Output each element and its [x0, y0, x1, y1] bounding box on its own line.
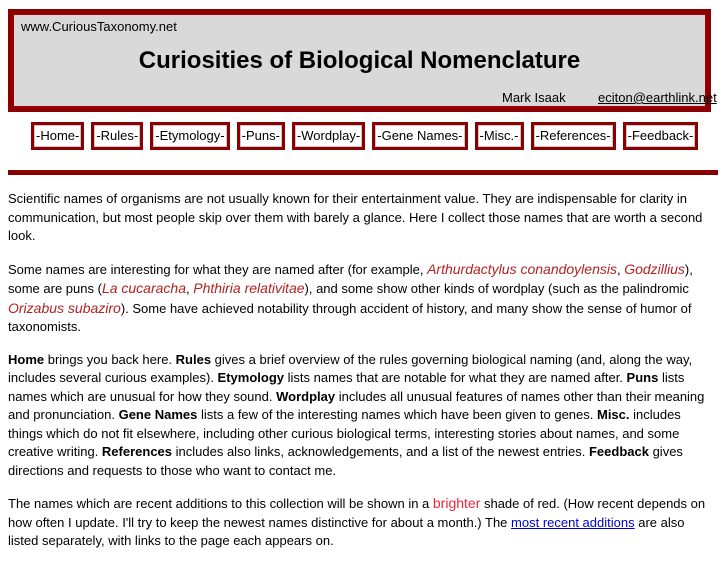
text-span: ). Some have achieved notability through accident of history, and many show the sense of humor of taxonomists.	[8, 300, 692, 334]
section-feedback-label: Feedback	[588, 444, 649, 459]
site-url: www.CuriousTaxonomy.net	[21, 19, 177, 34]
main-content	[8, 190, 718, 565]
intro-paragraph	[8, 190, 718, 246]
examples-paragraph	[8, 260, 718, 337]
text-span: gives directions and requests to those who want to contact me.	[8, 444, 683, 478]
nav-rules[interactable]: -Rules-	[91, 122, 143, 150]
text-span: ,	[186, 281, 194, 296]
text-span: includes also links, acknowledgements, and a list of the newest entries.	[172, 444, 589, 459]
section-rules-label: Rules	[175, 351, 212, 367]
section-gene-names-label: Gene Names	[118, 407, 198, 422]
email-link[interactable]: eciton@earthlink.net	[598, 90, 717, 105]
text-span: brings you back here.	[44, 351, 176, 367]
header-box	[8, 9, 717, 112]
text-span: are also listed separately, with links to the page each appears on.	[8, 514, 685, 548]
section-misc-label: Misc.	[596, 407, 630, 422]
section-etymology-label: Etymology	[217, 370, 285, 385]
text-span: includes things which do not fit elsewhere, including other curious biological terms, interesting stories about names, and some creative writing.	[8, 407, 681, 459]
text-span: Some names are interesting for what they are named after (for example,	[8, 261, 428, 277]
taxon-name: Phthiria relativitae	[193, 280, 305, 296]
taxon-name: Orizabus subaziro	[8, 299, 121, 316]
section-puns-label: Puns	[626, 370, 659, 385]
brighter-word: brighter	[432, 495, 481, 511]
text-span: shade of red. (How recent depends on how often I update. I'll try to keep the newest names distinctive for about a month.) The	[8, 496, 706, 530]
recent-additions-link[interactable]: most recent additions	[511, 514, 635, 530]
text-span: ), and some show other kinds of wordplay (such as the palindromic	[304, 281, 689, 296]
nav-references[interactable]: -References-	[531, 122, 616, 150]
nav-etymology[interactable]: -Etymology-	[150, 122, 229, 150]
taxon-name: Godzillius	[624, 260, 685, 277]
divider	[8, 170, 718, 175]
taxon-name: Arthurdactylus conandoylensis	[427, 260, 617, 277]
text-span: gives a brief overview of the rules governing biological naming (and, along the way, includes several curious examples).	[8, 351, 693, 385]
intro-text: Scientific names of organisms are not usually known for their entertainment value. They are indispensable for clarity in communication, but most people skip over them with barely a glance. Here I collect those names that are worth a second look.	[8, 191, 703, 243]
nav-gene-names[interactable]: -Gene Names-	[372, 122, 467, 150]
nav-misc[interactable]: -Misc.-	[475, 122, 524, 150]
nav-home[interactable]: -Home-	[31, 122, 84, 150]
text-span: ,	[616, 261, 625, 277]
author-name: Mark Isaak	[502, 90, 566, 105]
nav-puns[interactable]: -Puns-	[237, 122, 285, 150]
nav-bar	[31, 122, 698, 150]
nav-feedback[interactable]: -Feedback-	[623, 122, 699, 150]
text-span: lists names which are unusual for how they sound.	[8, 370, 685, 404]
sections-paragraph	[8, 351, 718, 481]
text-span: lists a few of the interesting names which have been given to genes.	[197, 407, 597, 422]
text-span: lists names that are notable for what they are named after.	[284, 370, 627, 385]
section-references-label: References	[101, 444, 173, 459]
text-span: The names which are recent additions to this collection will be shown in a	[8, 496, 433, 511]
page-title: Curiosities of Biological Nomenclature	[138, 47, 581, 74]
recent-paragraph	[8, 494, 718, 551]
section-home-label: Home	[8, 351, 45, 367]
taxon-name: La cucaracha	[101, 280, 186, 296]
text-span: includes all unusual features of names other than their meaning and pronunciation.	[8, 388, 705, 422]
nav-wordplay[interactable]: -Wordplay-	[292, 122, 365, 150]
text-span: ), some are puns (	[8, 261, 693, 296]
section-wordplay-label: Wordplay	[276, 388, 336, 404]
